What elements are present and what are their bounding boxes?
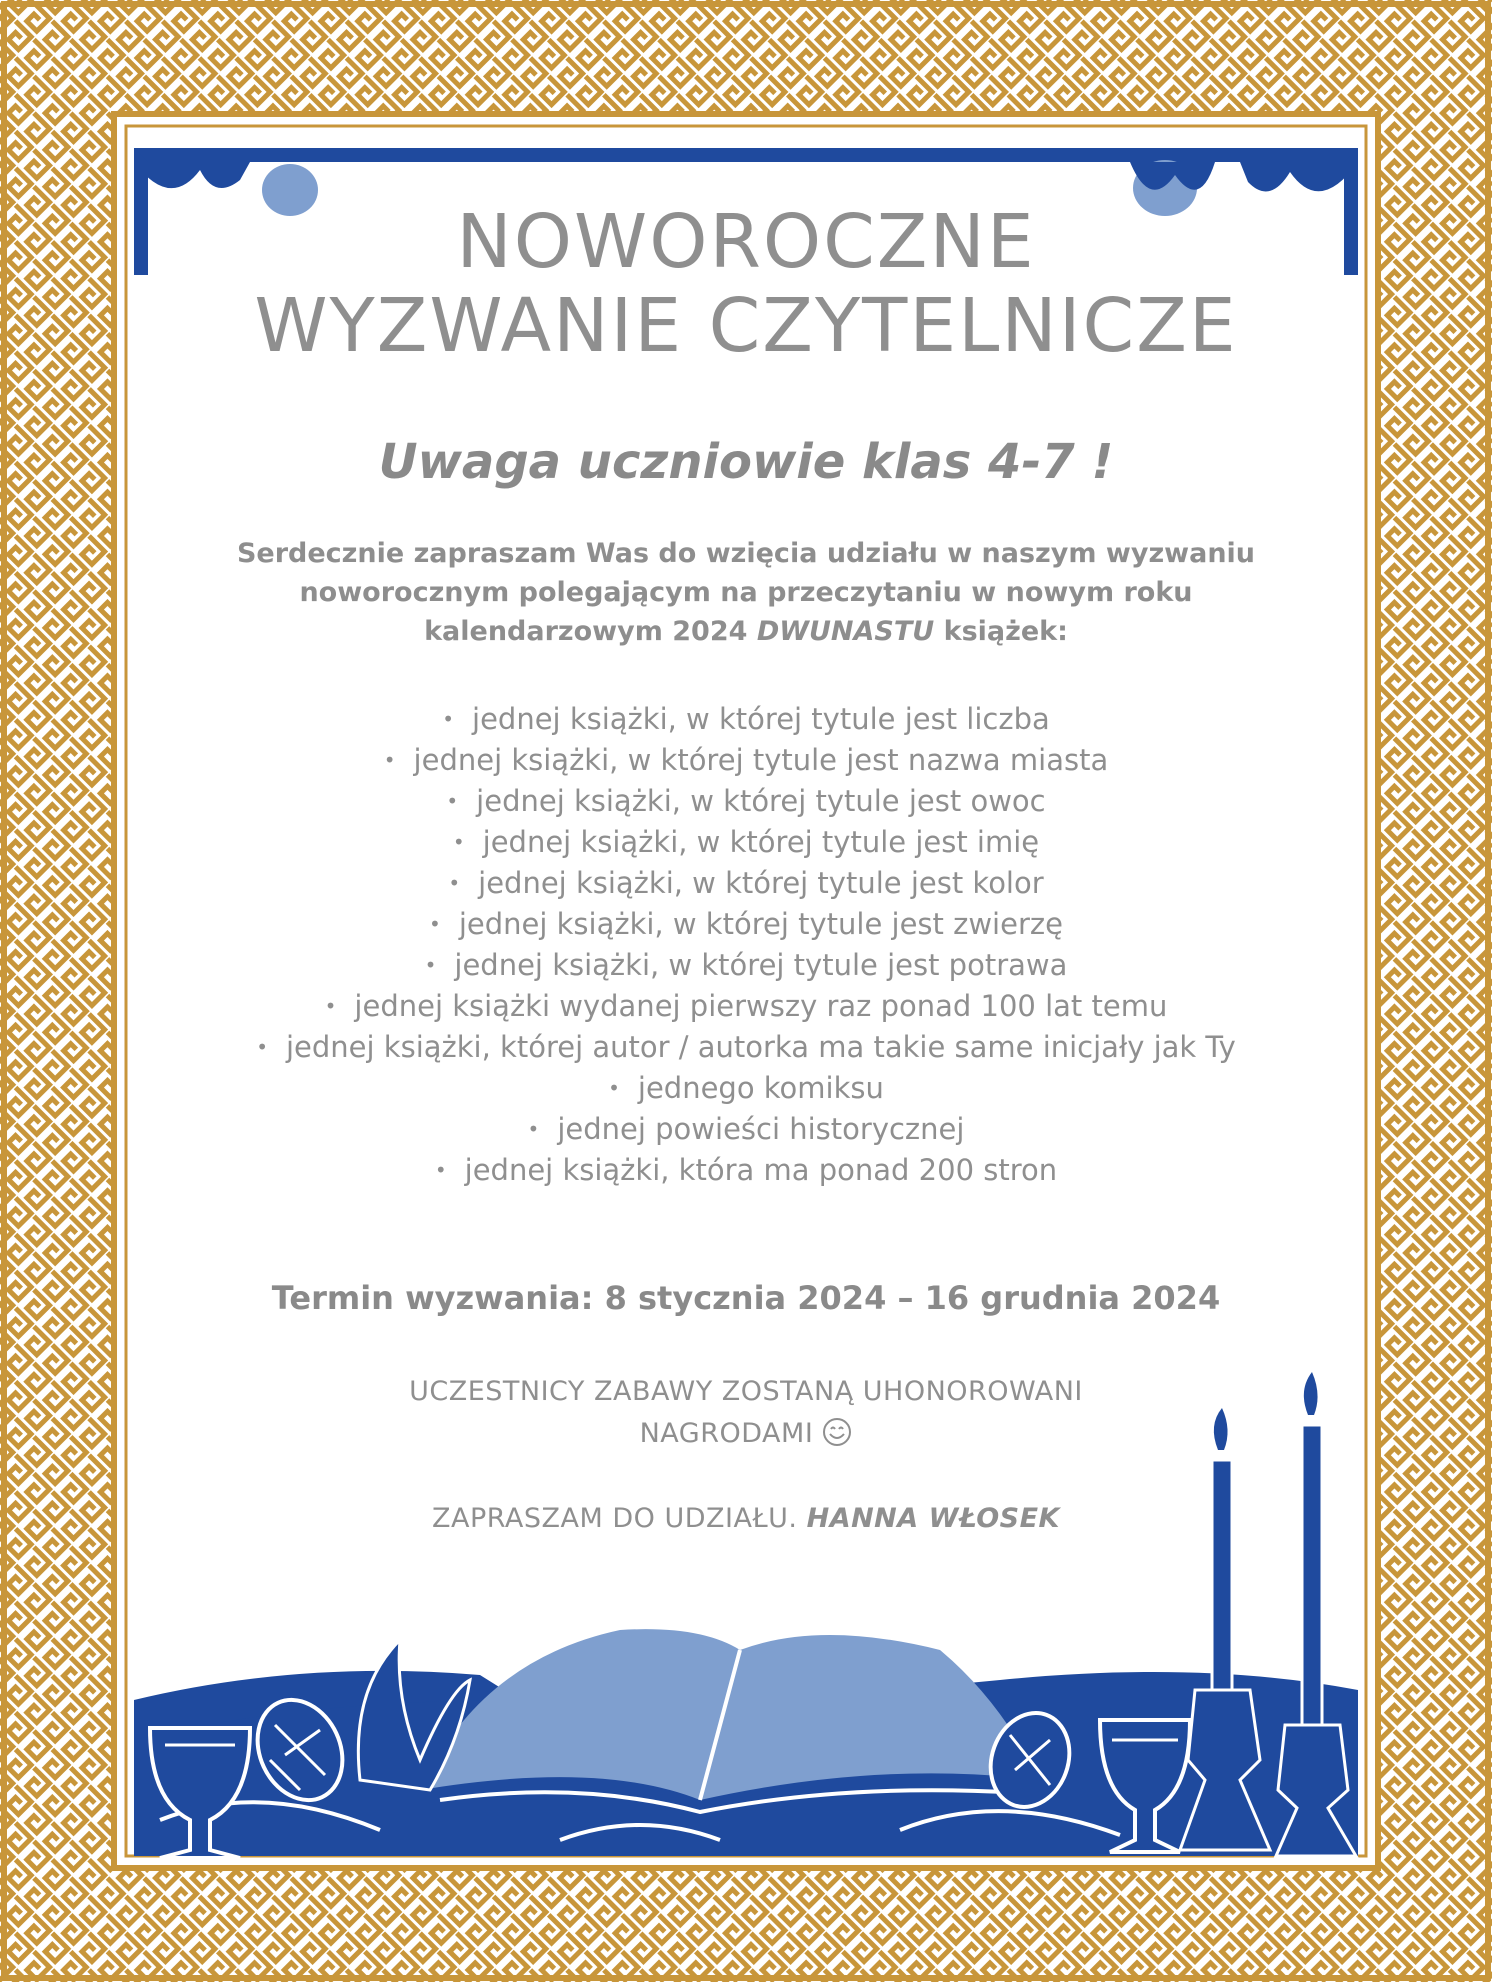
list-item: [140, 740, 1352, 781]
list-item-text: jednej książki, w której tytule jest kolor: [478, 866, 1044, 900]
intro-emphasis: DWUNASTU: [756, 616, 935, 647]
title-line-2: WYZWANIE CZYTELNICZE: [254, 283, 1238, 369]
list-item-text: jednej książki, w której tytule jest liczba: [472, 702, 1050, 736]
list-item-text: jednej książki wydanej pierwszy raz ponad 100 lat temu: [354, 989, 1168, 1023]
list-item-text: jednego komiksu: [637, 1071, 884, 1105]
list-item-text: jednej powieści historycznej: [557, 1112, 965, 1146]
list-item: [140, 863, 1352, 904]
list-item-text: jednej książki, w której tytule jest imię: [482, 825, 1040, 859]
list-item-text: jednej książki, która ma ponad 200 stron: [464, 1153, 1058, 1187]
invite-line: [140, 1503, 1352, 1534]
bullet-icon: •: [448, 871, 461, 895]
challenge-term: Termin wyzwania: 8 stycznia 2024 – 16 grudnia 2024: [271, 1279, 1221, 1317]
list-item: [140, 904, 1352, 945]
list-item-text: jednej książki, której autor / autorka ma takie same inicjały jak Ty: [286, 1030, 1236, 1064]
bullet-icon: •: [442, 707, 455, 731]
list-item: [140, 1109, 1352, 1150]
list-item: [140, 986, 1352, 1027]
prize-line-2: NAGRODAMI: [639, 1418, 814, 1449]
leaf-ornament-icon: [134, 162, 250, 188]
list-item: [140, 1068, 1352, 1109]
bullet-icon: •: [383, 748, 396, 772]
list-item-text: jednej książki, w której tytule jest nazwa miasta: [413, 743, 1109, 777]
author-name: HANNA WŁOSEK: [806, 1503, 1060, 1534]
list-item: [140, 945, 1352, 986]
intro-text-2: książek:: [934, 616, 1068, 647]
bullet-icon: •: [452, 830, 465, 854]
intro-text-1: Serdecznie zapraszam Was do wzięcia udziału w naszym wyzwaniu noworocznym polegającym na przeczytaniu w nowym roku kalendarzowym 2024: [236, 538, 1256, 647]
poster-content: [140, 200, 1352, 1534]
list-item: [140, 822, 1352, 863]
list-item-text: jednej książki, w której tytule jest zwierzę: [458, 907, 1063, 941]
title-line-1: NOWOROCZNE: [456, 199, 1036, 285]
list-item-text: jednej książki, w której tytule jest owoc: [476, 784, 1046, 818]
smiley-icon: [822, 1417, 852, 1447]
bullet-icon: •: [527, 1117, 540, 1141]
prize-note: [140, 1371, 1352, 1455]
list-item: [140, 1027, 1352, 1068]
list-item: [140, 699, 1352, 740]
list-item-text: jednej książki, w której tytule jest potrawa: [454, 948, 1068, 982]
bullet-icon: •: [446, 789, 459, 813]
intro-paragraph: [196, 534, 1296, 651]
bullet-icon: •: [424, 953, 437, 977]
prize-line-1: UCZESTNICY ZABAWY ZOSTANĄ UHONOROWANI: [409, 1376, 1083, 1407]
subtitle: Uwaga uczniowie klas 4-7 !: [378, 434, 1114, 490]
list-item: [140, 1150, 1352, 1191]
bullet-icon: •: [608, 1076, 620, 1100]
bullet-icon: •: [434, 1158, 447, 1182]
bullet-icon: •: [256, 1035, 268, 1059]
list-item: [140, 781, 1352, 822]
invite-text: ZAPRASZAM DO UDZIAŁU.: [432, 1503, 807, 1534]
poster-title: [140, 200, 1352, 368]
bullet-icon: •: [324, 994, 337, 1018]
bullet-icon: •: [429, 912, 441, 936]
challenge-list: [140, 699, 1352, 1191]
